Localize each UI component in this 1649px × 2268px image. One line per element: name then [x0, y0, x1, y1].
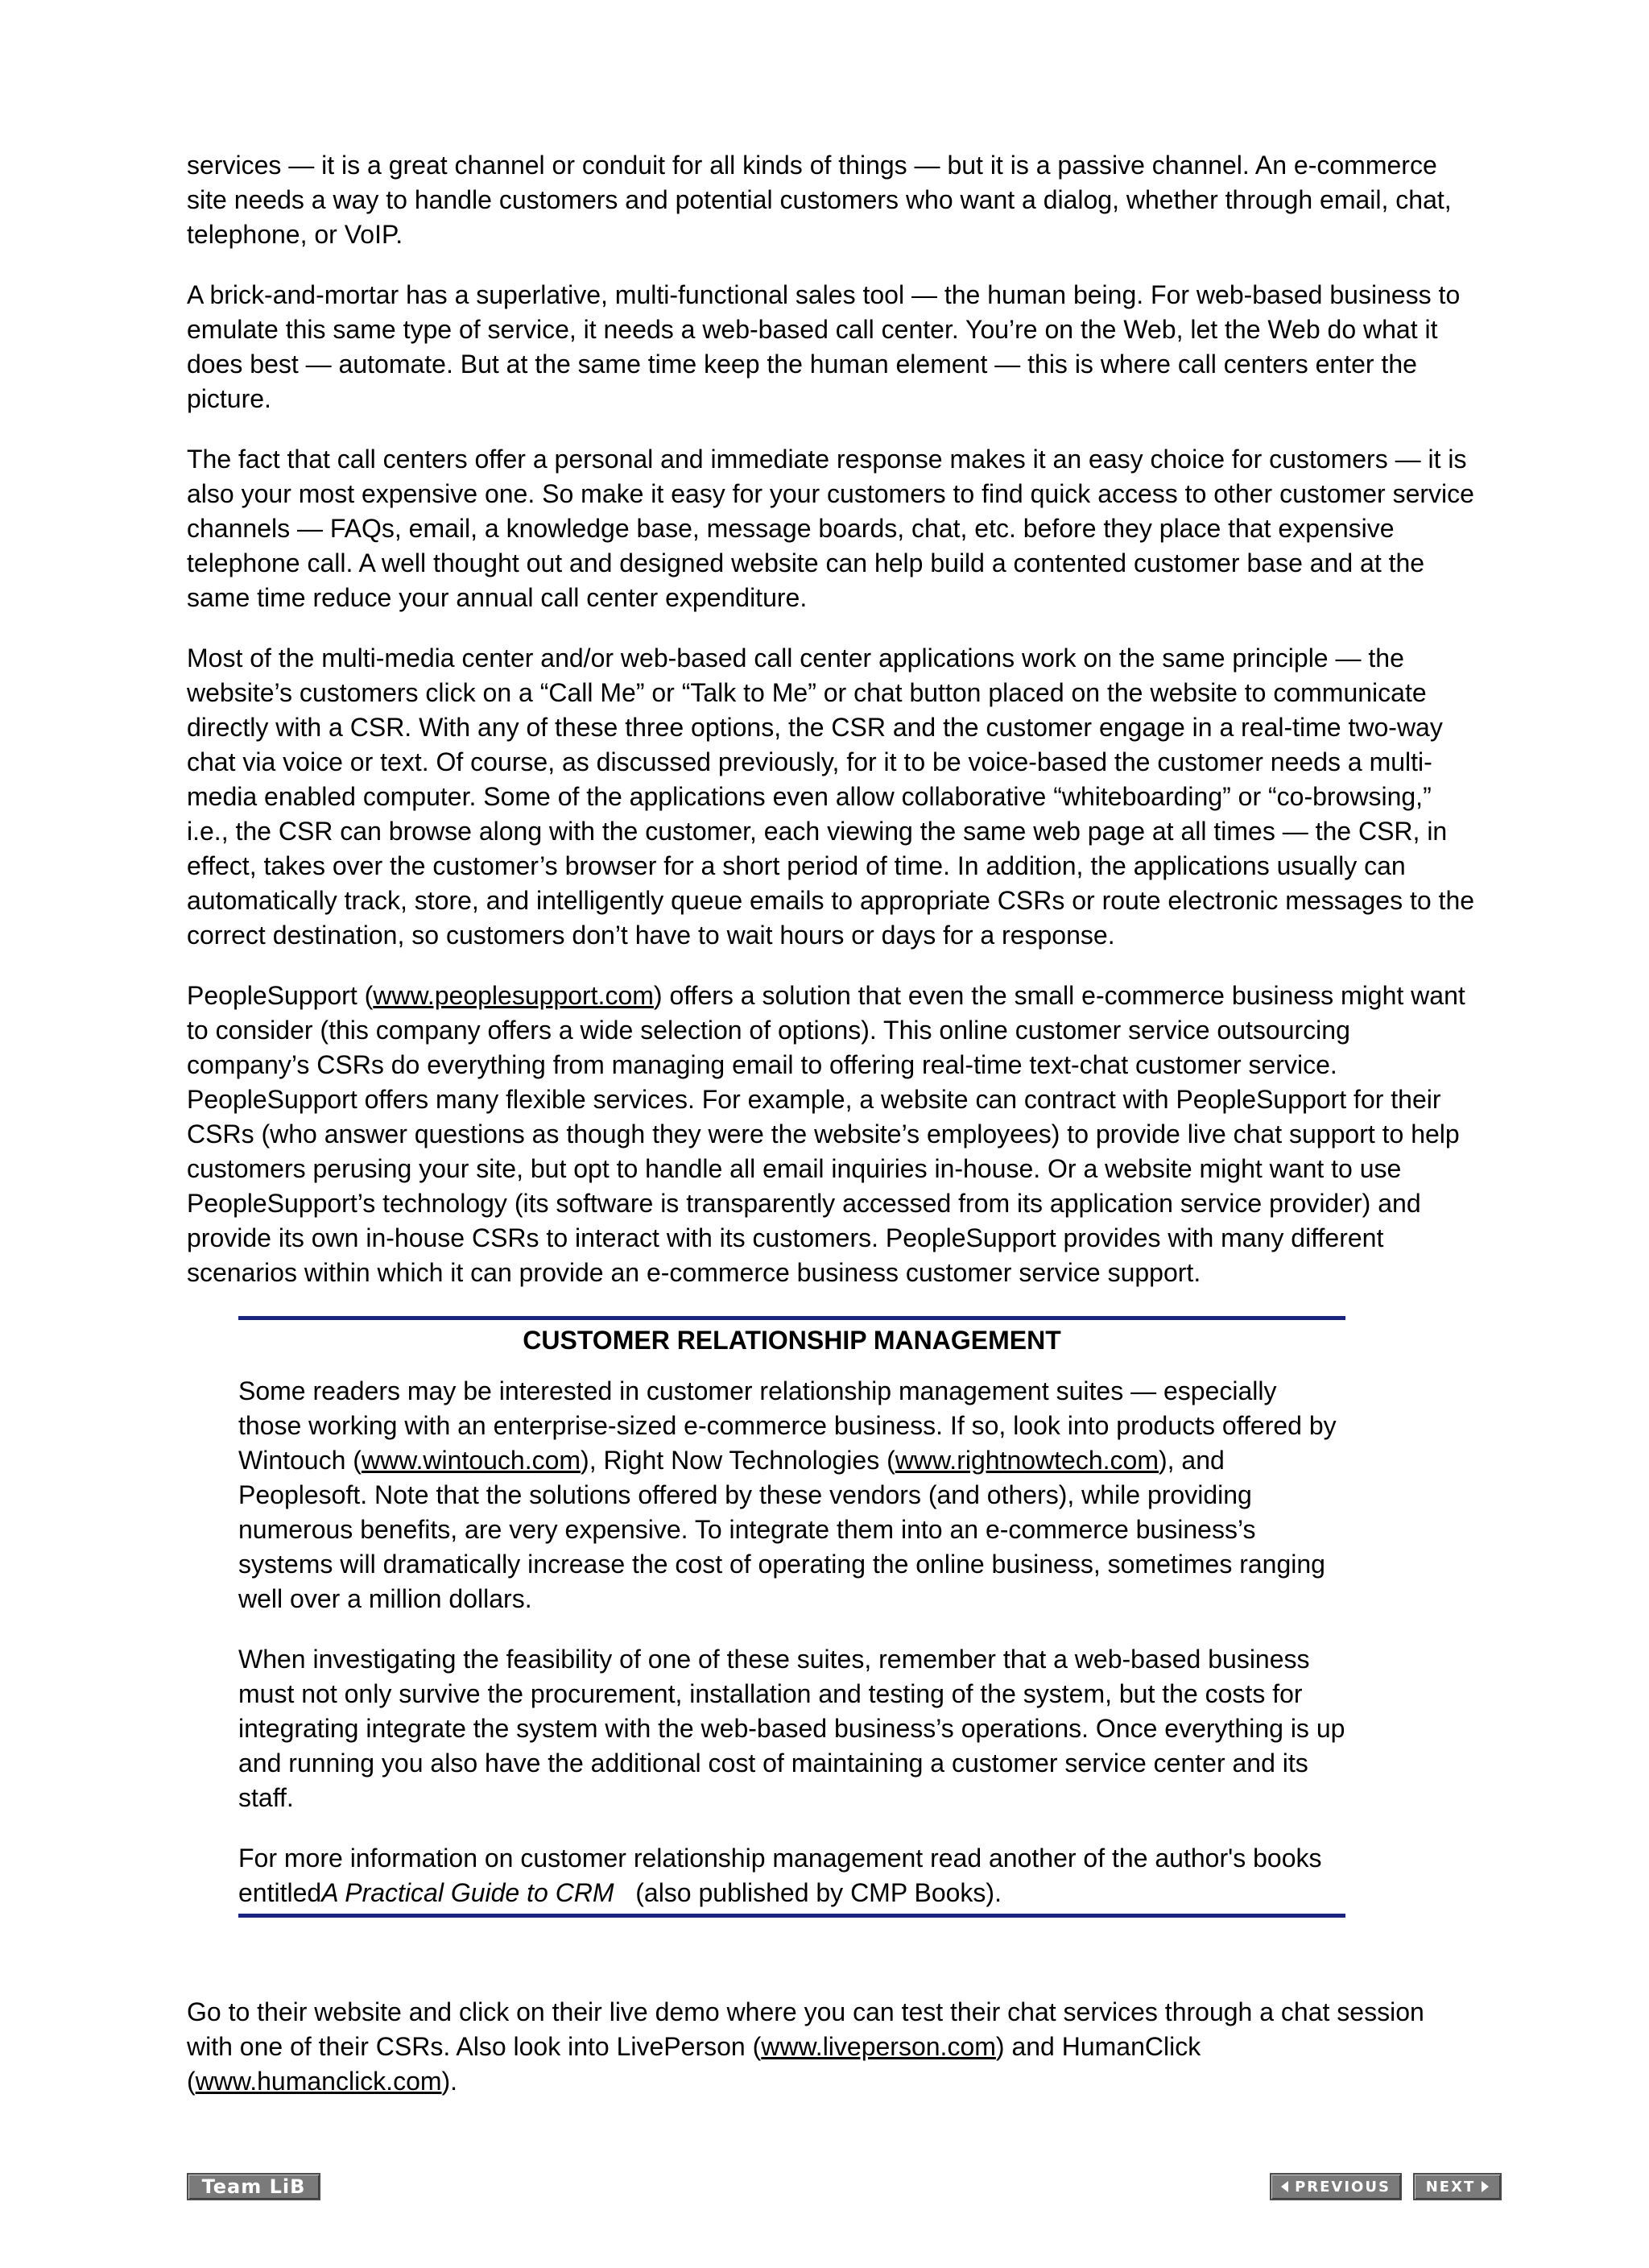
sidebar-top-rule [238, 1316, 1345, 1320]
crm-sidebar [238, 1316, 1345, 1918]
paragraph-call-centers: The fact that call centers offer a personal and immediate response makes it an easy choice for customers — it is also your most expensive one. So make it easy for your customers to find quick access to other customer service channels — FAQs, email, a knowledge base, message boards, chat, etc. before they place that expensive telephone call. A well thought out and designed website can help build a contented customer base and at the same time reduce your annual call center expenditure. [187, 445, 1474, 612]
page-content [187, 148, 1475, 2125]
paragraph-brick-and-mortar: A brick-and-mortar has a superlative, multi-functional sales tool — the human being. For web-based business to emulate this same type of service, it needs a web-based call center. You’re on the Web, let the Web do what it does best — automate. But at the same time keep the human element — this is where call centers enter the picture. [187, 280, 1461, 413]
sidebar-text: ), Right Now Technologies ( [581, 1446, 895, 1475]
sidebar-paragraph-suites [238, 1374, 1345, 1616]
paragraph-passive-channel: services — it is a great channel or conduit for all kinds of things — but it is a passive channel. An e-commerce site needs a way to handle customers and potential customers who want a dialog, whether through email, chat, telephone, or VoIP. [187, 151, 1452, 249]
book-title: A Practical Guide to CRM [321, 1878, 614, 1907]
previous-button[interactable] [1270, 2173, 1402, 2200]
peoplesupport-text-start: PeopleSupport ( [187, 981, 374, 1010]
sidebar-bottom-rule [238, 1914, 1345, 1918]
paragraph-applications: Most of the multi-media center and/or web-based call center applications work on the same principle — the website’s customers click on a “Call Me” or “Talk to Me” or chat button placed on the website to communicate directly with a CSR. With any of these three options, the CSR and the customer engage in a real-time two-way chat via voice or text. Of course, as discussed previously, for it to be voice-based the customer needs a multi-media enabled computer. Some of the applications even allow collaborative “whiteboarding” or “co-browsing,” i.e., the CSR can browse along with the customer, each viewing the same web page at all times — the CSR, in effect, takes over the customer’s browser for a short period of time. In addition, the applications usually can automatically track, store, and intelligently queue emails to appropriate CSRs or route electronic messages to the correct destination, so customers don’t have to wait hours or days for a response. [187, 644, 1475, 950]
previous-label: PREVIOUS [1295, 2178, 1391, 2196]
team-lib-button[interactable] [187, 2173, 320, 2200]
sidebar-text: For more information on customer relationship management read another of the author's books entitled [238, 1844, 1322, 1907]
nav-left [187, 2171, 320, 2202]
closing-text: ). [441, 2067, 458, 2096]
rightnowtech-link[interactable]: www.rightnowtech.com [895, 1446, 1159, 1475]
liveperson-link[interactable]: www.liveperson.com [761, 2032, 996, 2061]
sidebar-paragraph-more-info [238, 1841, 1345, 1910]
sidebar-text: Some readers may be interested in customer relationship management suites — especially those working with an enterprise-sized e-commerce business. If so, look into products offered by Wintouch ( [238, 1376, 1337, 1475]
arrow-left-icon [1281, 2181, 1288, 2192]
next-label: NEXT [1425, 2178, 1476, 2196]
peoplesupport-link[interactable]: www.peoplesupport.com [373, 981, 654, 1010]
humanclick-link[interactable]: www.humanclick.com [195, 2067, 442, 2096]
arrow-right-icon [1482, 2181, 1489, 2192]
closing-text: Go to their website and click on their live demo where you can test their chat services through a chat session with one of their CSRs. Also look into LivePerson ( [187, 1997, 1424, 2061]
next-button[interactable] [1413, 2173, 1502, 2200]
team-lib-label: Team LiB [201, 2175, 306, 2198]
paragraph-live-demo [187, 1995, 1475, 2099]
sidebar-text: ), and Peoplesoft. Note that the solutions offered by these vendors (and others), while providing numerous benefits, are very expensive. To integrate them into an e-commerce business’s systems will dramatically increase the cost of operating the online business, sometimes ranging well over a million dollars. [238, 1446, 1325, 1613]
wintouch-link[interactable]: www.wintouch.com [361, 1446, 581, 1475]
nav-right [1270, 2171, 1502, 2202]
closing-text: ) and HumanClick ( [187, 2032, 1201, 2096]
sidebar-text: (also published by CMP Books). [614, 1878, 1002, 1907]
sidebar-paragraph-feasibility: When investigating the feasibility of one of these suites, remember that a web-based business must not only survive the procurement, installation and testing of the system, but the costs for integrating integrate the system with the web-based business’s operations. Once everything is up and running you also have the additional cost of maintaining a customer service center and its staff. [238, 1645, 1345, 1812]
peoplesupport-text-rest: ) offers a solution that even the small e-commerce business might want to consider (this company offers a wide selection of options). This online customer service outsourcing company’s CSRs do everything from managing email to offering real-time text-chat customer service. PeopleSupport offers many flexible services. For example, a website can contract with PeopleSupport for their CSRs (who answer questions as though they were the website’s employees) to provide live chat support to help customers perusing your site, but opt to handle all email inquiries in-house. Or a website might want to use PeopleSupport’s technology (its software is transparently accessed from its application service provider) and provide its own in-house CSRs to interact with its customers. PeopleSupport provides with many different scenarios within which it can provide an e-commerce business customer service support. [187, 981, 1465, 1287]
sidebar-title: CUSTOMER RELATIONSHIP MANAGEMENT [523, 1326, 1061, 1355]
paragraph-peoplesupport [187, 979, 1475, 1290]
